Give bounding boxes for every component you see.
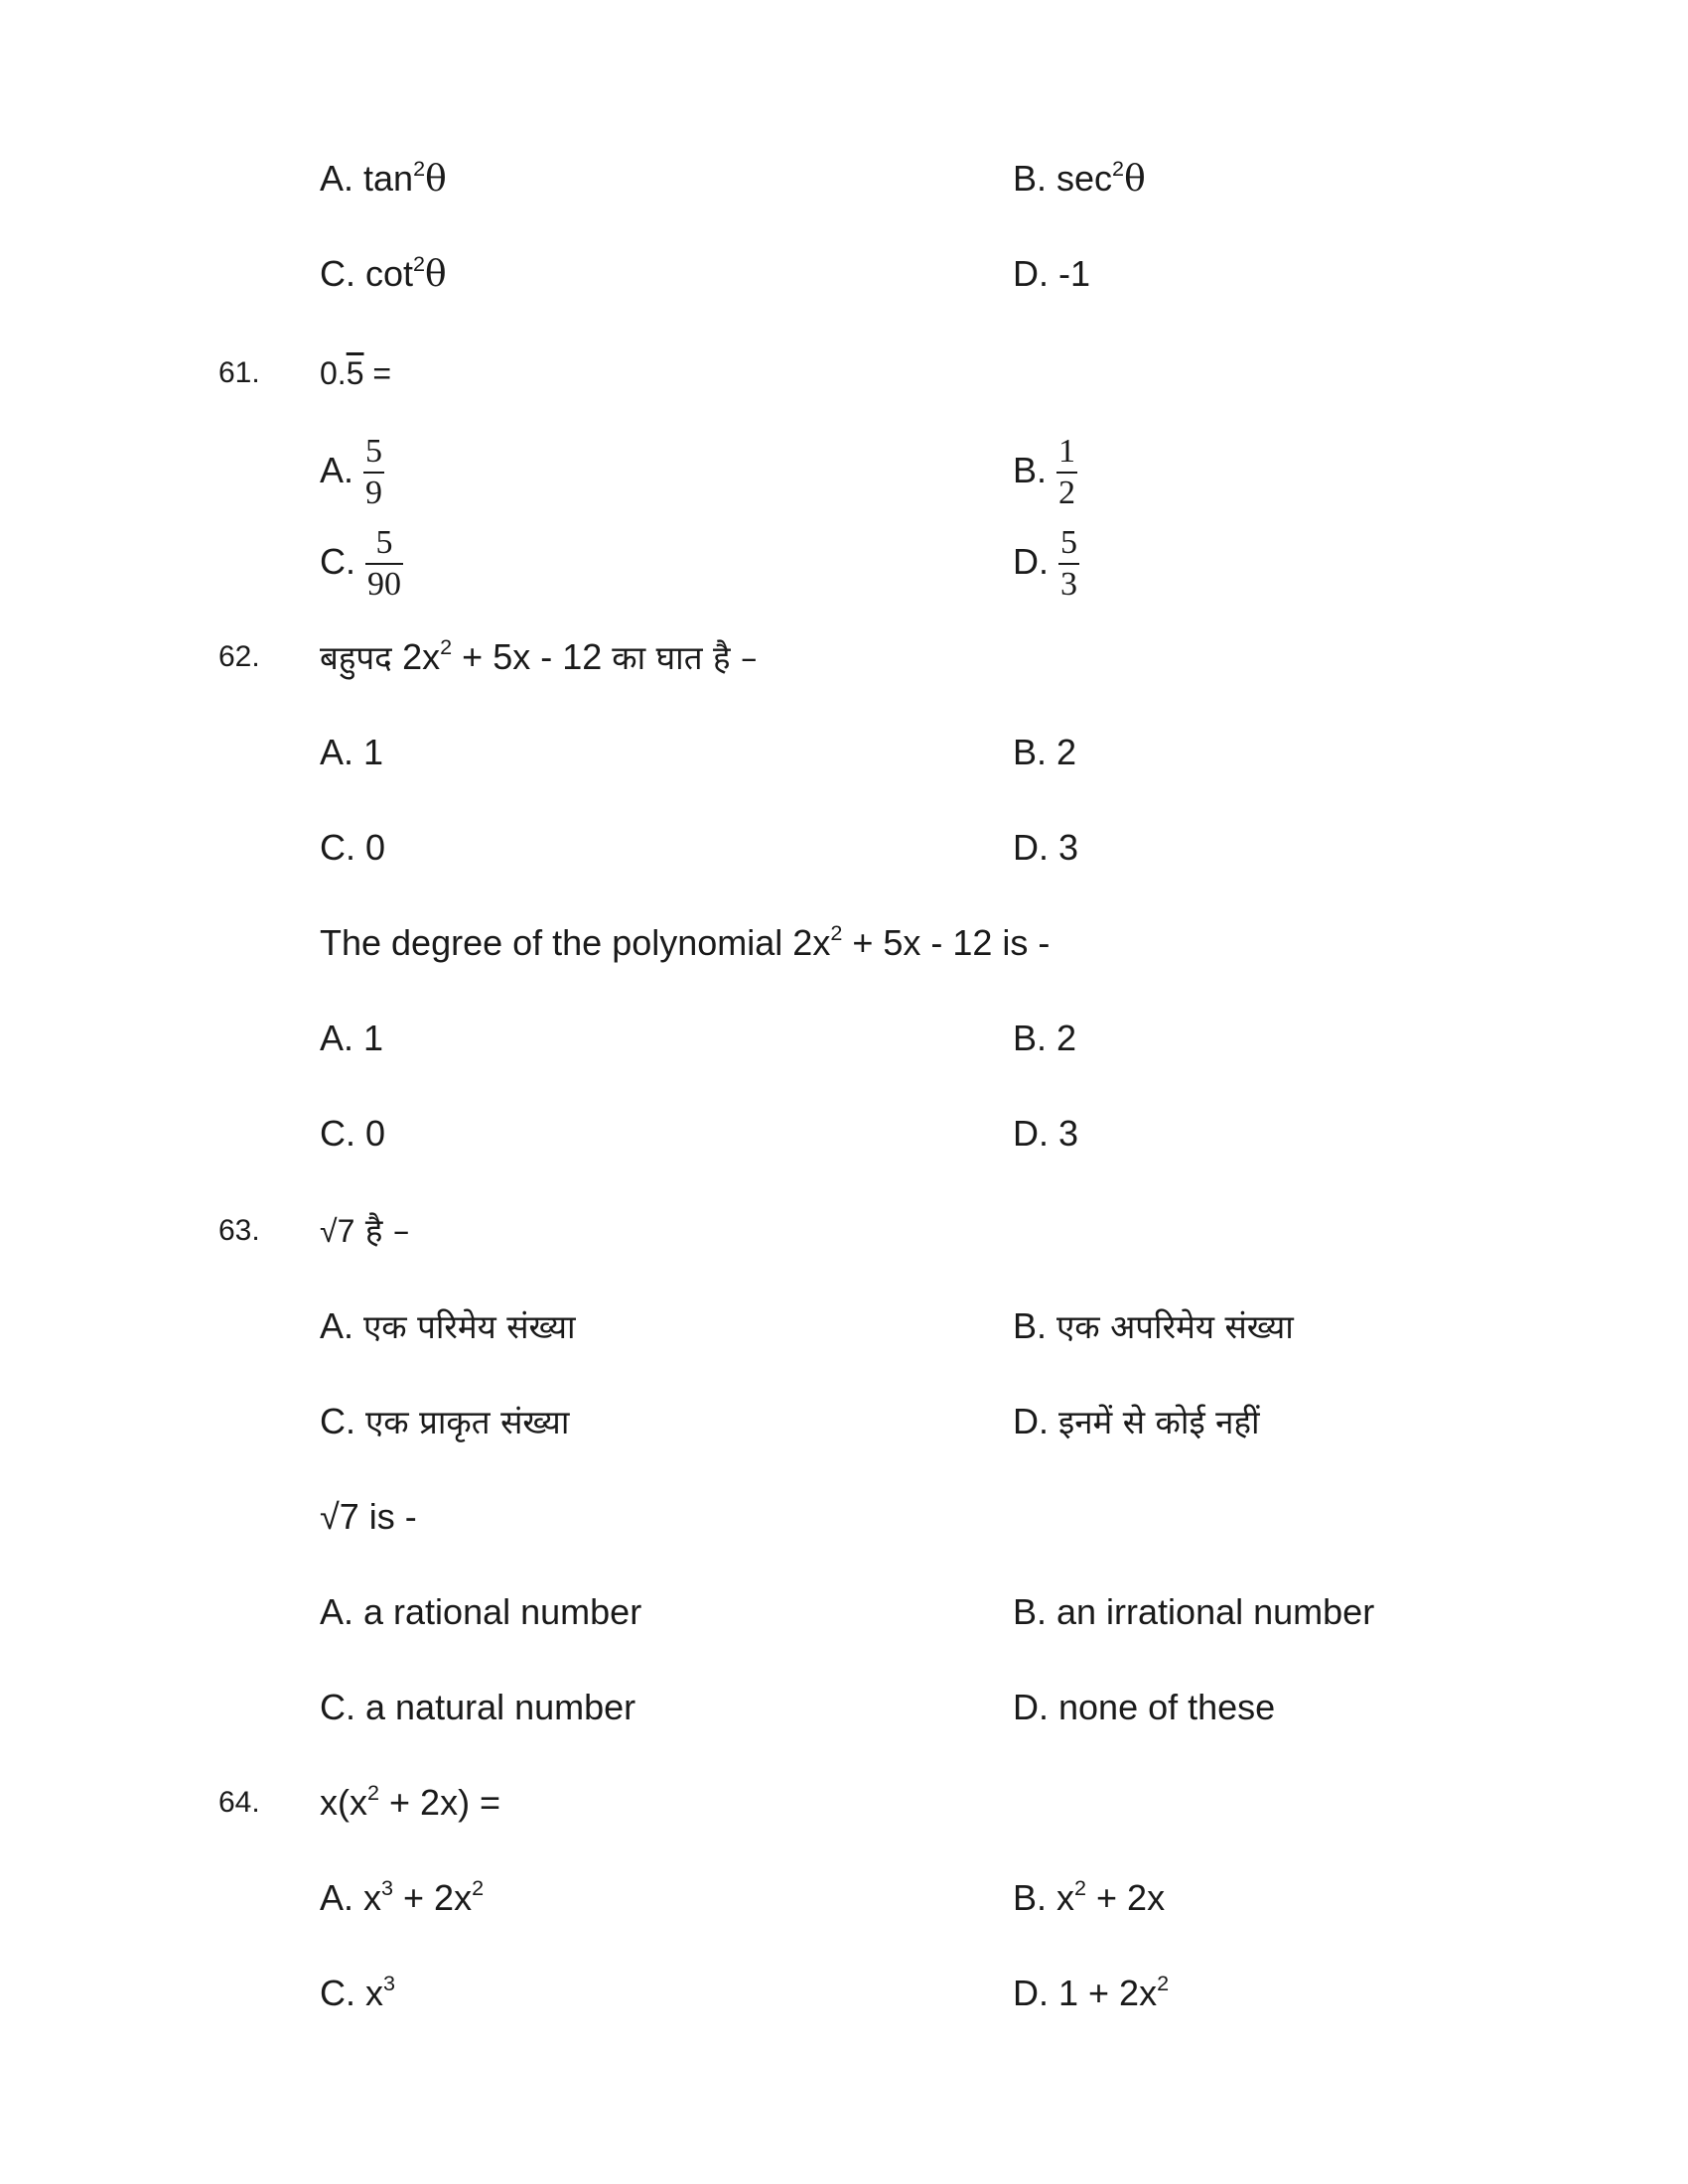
q62-hindi-options-row-2 — [0, 818, 1688, 878]
q61-stem-row — [0, 343, 1688, 403]
q60-options-row-2 — [0, 244, 1688, 304]
q63-hindi-option-d[interactable]: D. इनमें से कोई नहीं — [1013, 1401, 1260, 1441]
q63-english-option-c[interactable]: C. a natural number — [320, 1687, 636, 1727]
q64-option-d[interactable]: D. $1 + 2x^2$ — [1013, 1970, 1170, 2013]
q64-options-row-1 — [0, 1868, 1688, 1928]
q60-options-row-1 — [0, 149, 1688, 208]
question-number: 63. — [218, 1214, 260, 1247]
q60-option-c[interactable]: C. $\cot^2\theta$ — [320, 250, 447, 295]
q62-hindi-option-d[interactable]: D. 3 — [1013, 827, 1079, 868]
q63-hindi-option-a[interactable]: A. एक परिमेय संख्या — [320, 1305, 576, 1346]
q63-english-options-row-2 — [0, 1678, 1688, 1737]
q64-option-c[interactable]: C. $x^3$ — [320, 1970, 396, 2013]
q63-hindi-options-row-1 — [0, 1297, 1688, 1356]
q62-english-stem-row — [0, 913, 1688, 973]
recurring-digit: 5 — [346, 355, 364, 391]
q62-hindi-option-c[interactable]: C. 0 — [320, 827, 386, 868]
fraction: $\frac{1}{2}$ — [1058, 433, 1076, 512]
question-number: 61. — [218, 356, 260, 389]
q62-hindi-options-row-1 — [0, 723, 1688, 782]
q62-english-option-a[interactable]: A. 1 — [320, 1018, 384, 1058]
q63-english-options-row-1 — [0, 1582, 1688, 1642]
q64-option-a[interactable]: A. $x^3 + 2x^2$ — [320, 1874, 485, 1918]
q63-hindi-options-row-2 — [0, 1392, 1688, 1451]
fraction: $\frac{5}{90}$ — [367, 524, 401, 604]
q63-hindi-stem-row — [0, 1201, 1688, 1261]
q62-english-option-d[interactable]: D. 3 — [1013, 1113, 1079, 1154]
fraction: $\frac{5}{3}$ — [1060, 524, 1077, 604]
q62-english-option-b[interactable]: B. 2 — [1013, 1018, 1077, 1058]
q61-option-b[interactable]: B. $\frac{1}{2}$ — [1013, 433, 1076, 512]
q62-english-option-c[interactable]: C. 0 — [320, 1113, 386, 1154]
q63-english-stem-row — [0, 1487, 1688, 1547]
q63-english-option-a[interactable]: A. a rational number — [320, 1591, 642, 1632]
q61-stem: 0.5 = — [320, 355, 392, 391]
fraction: $\frac{5}{9}$ — [365, 433, 383, 512]
q63-english-stem: √7 is - — [320, 1496, 417, 1537]
q61-options-row-1 — [0, 425, 1688, 516]
q61-option-d[interactable]: D. $\frac{5}{3}$ — [1013, 524, 1077, 604]
q63-hindi-option-b[interactable]: B. एक अपरिमेय संख्या — [1013, 1305, 1294, 1346]
q60-option-d[interactable]: D. -1 — [1013, 253, 1091, 294]
q62-english-stem: The degree of the polynomial $2x^2 + 5x - 12$ is - — [320, 919, 1051, 963]
q63-hindi-stem: √7 है – — [320, 1211, 410, 1250]
q60-option-b[interactable]: B. $\sec^2\theta$ — [1013, 155, 1146, 200]
q61-options-row-2 — [0, 516, 1688, 608]
q62-hindi-option-b[interactable]: B. 2 — [1013, 732, 1077, 772]
q61-option-c[interactable]: C. $\frac{5}{90}$ — [320, 524, 401, 604]
q64-option-b[interactable]: B. $x^2 + 2x$ — [1013, 1874, 1166, 1918]
q60-option-a[interactable]: A. $\tan^2\theta$ — [320, 155, 447, 200]
q64-options-row-2 — [0, 1964, 1688, 2023]
question-number: 64. — [218, 1786, 260, 1819]
q63-english-option-d[interactable]: D. none of these — [1013, 1687, 1276, 1727]
q64-stem-row — [0, 1773, 1688, 1833]
q63-hindi-option-c[interactable]: C. एक प्राकृत संख्या — [320, 1401, 570, 1441]
q61-option-a[interactable]: A. $\frac{5}{9}$ — [320, 433, 383, 512]
q62-english-options-row-2 — [0, 1104, 1688, 1163]
q64-stem: $x(x^2 + 2x)$ = — [320, 1779, 501, 1823]
q62-hindi-stem: बहुपद $2x^2 + 5x - 12$ का घात है – — [320, 633, 758, 677]
q63-english-option-b[interactable]: B. an irrational number — [1013, 1591, 1375, 1632]
question-number: 62. — [218, 640, 260, 673]
q62-hindi-stem-row — [0, 627, 1688, 687]
q62-english-options-row-1 — [0, 1009, 1688, 1068]
q62-hindi-option-a[interactable]: A. 1 — [320, 732, 384, 772]
